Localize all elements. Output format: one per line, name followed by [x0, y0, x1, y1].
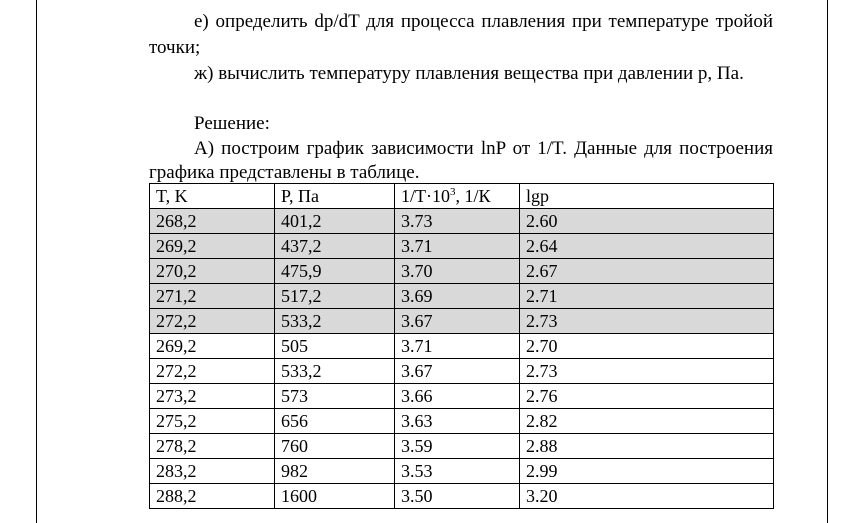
- cell-lgp: 2.70: [520, 334, 774, 359]
- cell-pressure: 982: [275, 459, 395, 484]
- cell-temperature: 272,2: [150, 309, 275, 334]
- cell-pressure: 760: [275, 434, 395, 459]
- table-row: [150, 484, 774, 509]
- header-inv-suffix: , 1/К: [455, 185, 491, 206]
- solution-heading: Решение:: [194, 113, 270, 134]
- table-row: [150, 209, 774, 234]
- header-temperature: T, K: [150, 184, 275, 209]
- cell-temperature: 275,2: [150, 409, 275, 434]
- task-zh: ж) вычислить температуру плавления вещества при давлении р, Па.: [194, 63, 744, 84]
- cell-temperature: 268,2: [150, 209, 275, 234]
- cell-inverse-temperature: 3.69: [395, 284, 520, 309]
- table-row: [150, 434, 774, 459]
- task-a-line-1: А) построим график зависимости lnP от 1/T. Данные для построения: [194, 138, 773, 159]
- cell-lgp: 2.88: [520, 434, 774, 459]
- task-e-line-1: е) определить dp/dT для процесса плавления при температуре тройой: [194, 11, 773, 32]
- cell-temperature: 269,2: [150, 334, 275, 359]
- table-row: [150, 309, 774, 334]
- cell-pressure: 1600: [275, 484, 395, 509]
- cell-temperature: 273,2: [150, 384, 275, 409]
- cell-inverse-temperature: 3.70: [395, 259, 520, 284]
- header-lgp: lgp: [520, 184, 774, 209]
- cell-pressure: 505: [275, 334, 395, 359]
- cell-lgp: 2.60: [520, 209, 774, 234]
- cell-temperature: 271,2: [150, 284, 275, 309]
- table-row: [150, 284, 774, 309]
- cell-pressure: 401,2: [275, 209, 395, 234]
- cell-pressure: 573: [275, 384, 395, 409]
- cell-inverse-temperature: 3.67: [395, 309, 520, 334]
- table-header-row: [150, 184, 774, 209]
- cell-lgp: 2.82: [520, 409, 774, 434]
- header-inv-exponent: 3: [450, 185, 456, 198]
- header-inv-prefix: 1/T·10: [401, 185, 450, 206]
- cell-lgp: 2.64: [520, 234, 774, 259]
- table-row: [150, 359, 774, 384]
- table-row: [150, 234, 774, 259]
- cell-pressure: 533,2: [275, 309, 395, 334]
- header-inverse-temperature: [395, 184, 520, 209]
- cell-pressure: 533,2: [275, 359, 395, 384]
- cell-temperature: 288,2: [150, 484, 275, 509]
- cell-lgp: 2.73: [520, 359, 774, 384]
- cell-inverse-temperature: 3.71: [395, 234, 520, 259]
- cell-inverse-temperature: 3.53: [395, 459, 520, 484]
- cell-lgp: 2.76: [520, 384, 774, 409]
- cell-pressure: 517,2: [275, 284, 395, 309]
- cell-inverse-temperature: 3.63: [395, 409, 520, 434]
- table-row: [150, 409, 774, 434]
- cell-inverse-temperature: 3.50: [395, 484, 520, 509]
- cell-inverse-temperature: 3.67: [395, 359, 520, 384]
- cell-pressure: 656: [275, 409, 395, 434]
- task-e-line-2: точки;: [149, 37, 201, 58]
- page-margin-left: [36, 0, 37, 523]
- cell-temperature: 272,2: [150, 359, 275, 384]
- cell-lgp: 2.73: [520, 309, 774, 334]
- cell-inverse-temperature: 3.73: [395, 209, 520, 234]
- page-margin-right: [827, 0, 828, 523]
- cell-lgp: 2.71: [520, 284, 774, 309]
- cell-temperature: 270,2: [150, 259, 275, 284]
- table-row: [150, 459, 774, 484]
- cell-lgp: 2.67: [520, 259, 774, 284]
- cell-inverse-temperature: 3.71: [395, 334, 520, 359]
- data-table: [149, 183, 774, 509]
- cell-inverse-temperature: 3.66: [395, 384, 520, 409]
- table-body: [150, 209, 774, 509]
- table-row: [150, 259, 774, 284]
- header-pressure: P, Па: [275, 184, 395, 209]
- cell-temperature: 278,2: [150, 434, 275, 459]
- cell-temperature: 269,2: [150, 234, 275, 259]
- cell-lgp: 2.99: [520, 459, 774, 484]
- cell-pressure: 437,2: [275, 234, 395, 259]
- cell-pressure: 475,9: [275, 259, 395, 284]
- table-row: [150, 334, 774, 359]
- cell-temperature: 283,2: [150, 459, 275, 484]
- cell-inverse-temperature: 3.59: [395, 434, 520, 459]
- cell-lgp: 3.20: [520, 484, 774, 509]
- task-a-line-2: графика представлены в таблице.: [149, 162, 420, 183]
- table-row: [150, 384, 774, 409]
